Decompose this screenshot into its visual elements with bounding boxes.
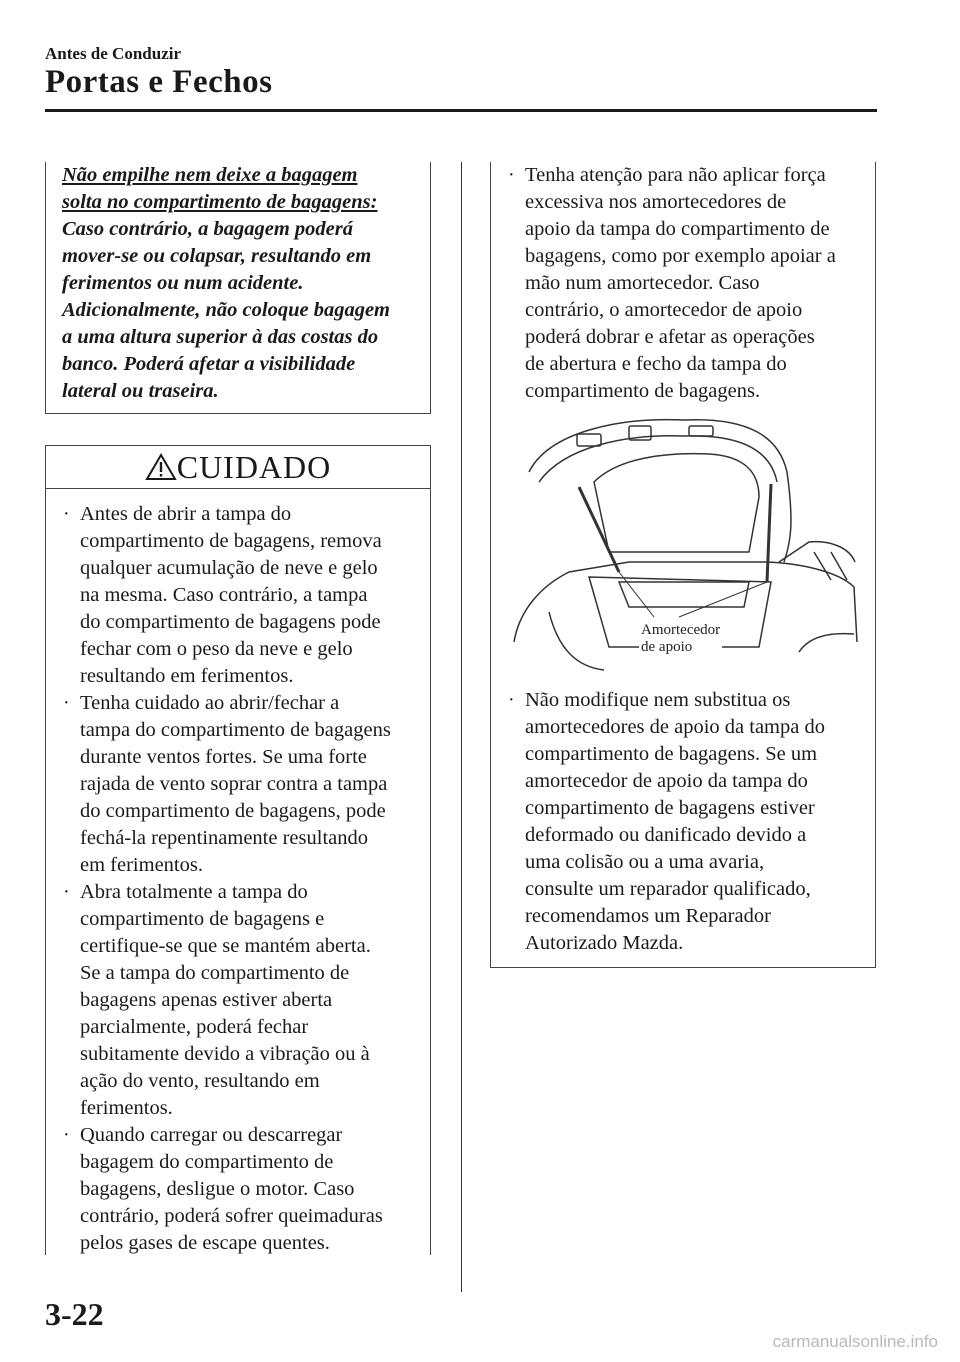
warning-text bbox=[62, 162, 426, 405]
bullet-line: poderá dobrar e afetar as operações bbox=[525, 326, 815, 348]
header-rule bbox=[45, 109, 877, 112]
bullet-line: bagagens, como por exemplo apoiar a bbox=[525, 245, 836, 267]
warning-line: Adicionalmente, não coloque bagagem bbox=[62, 299, 390, 321]
bullet-item bbox=[505, 162, 865, 405]
right-list-before-figure bbox=[505, 162, 865, 405]
warning-box bbox=[45, 162, 431, 414]
bullet-line: compartimento de bagagens estiver bbox=[525, 797, 815, 819]
bullet-line: bagagens, desligue o motor. Caso bbox=[80, 1178, 355, 1200]
bullet-line: bagagem do compartimento de bbox=[80, 1151, 334, 1173]
bullet-line: subitamente devido a vibração ou à bbox=[80, 1043, 370, 1065]
bullet-line: contrário, o amortecedor de apoio bbox=[525, 299, 803, 321]
bullet-line: qualquer acumulação de neve e gelo bbox=[80, 557, 378, 579]
bullet-line: consulte um reparador qualificado, bbox=[525, 878, 811, 900]
bullet-line: Abra totalmente a tampa do bbox=[80, 881, 308, 903]
bullet-dot: · bbox=[508, 689, 515, 711]
bullet-line: rajada de vento soprar contra a tampa bbox=[80, 773, 388, 795]
bullet-line: Autorizado Mazda. bbox=[525, 932, 684, 954]
page-title: Portas e Fechos bbox=[45, 64, 273, 100]
right-list-after-figure bbox=[505, 687, 865, 957]
caution-title: CUIDADO bbox=[176, 448, 332, 485]
bullet-line: compartimento de bagagens. Se um bbox=[525, 743, 818, 765]
bullet-line: pelos gases de escape quentes. bbox=[80, 1232, 330, 1254]
caution-box bbox=[45, 445, 431, 1255]
column-divider bbox=[461, 162, 462, 1292]
bullet-line: Tenha atenção para não aplicar força bbox=[525, 164, 826, 186]
strut-label-line: de apoio bbox=[641, 639, 693, 655]
caution-list bbox=[60, 501, 430, 1257]
page-number: 3-22 bbox=[45, 1296, 104, 1332]
bullet-line: contrário, poderá sofrer queimaduras bbox=[80, 1205, 383, 1227]
bullet-line: recomendamos um Reparador bbox=[525, 905, 771, 927]
bullet-dot: · bbox=[63, 1124, 70, 1146]
section-label: Antes de Conduzir bbox=[45, 44, 182, 63]
warning-heading-line: solta no compartimento de bagagens: bbox=[62, 191, 378, 213]
warning-line: a uma altura superior à das costas do bbox=[62, 326, 379, 348]
bullet-line: amortecedores de apoio da tampa do bbox=[525, 716, 825, 738]
bullet-line: em ferimentos. bbox=[80, 854, 203, 876]
warning-triangle-icon bbox=[145, 453, 177, 481]
bullet-line: Antes de abrir a tampa do bbox=[80, 503, 292, 525]
bullet-line: do compartimento de bagagens pode bbox=[80, 611, 381, 633]
strut-label bbox=[639, 622, 722, 656]
bullet-item bbox=[60, 1122, 430, 1257]
bullet-line: parcialmente, poderá fechar bbox=[80, 1016, 309, 1038]
bullet-line: Se a tampa do compartimento de bbox=[80, 962, 350, 984]
bullet-line: bagagens apenas estiver aberta bbox=[80, 989, 333, 1011]
bullet-line: deformado ou danificado devido a bbox=[525, 824, 807, 846]
bullet-line: fechá-la repentinamente resultando bbox=[80, 827, 368, 849]
bullet-line: amortecedor de apoio da tampa do bbox=[525, 770, 808, 792]
bullet-line: excessiva nos amortecedores de bbox=[525, 191, 787, 213]
warning-line: ferimentos ou num acidente. bbox=[62, 272, 304, 294]
bullet-line: mão num amortecedor. Caso bbox=[525, 272, 760, 294]
right-caution-box bbox=[490, 162, 876, 968]
warning-heading-line: Não empilhe nem deixe a bagagem bbox=[62, 164, 358, 186]
bullet-line: fechar com o peso da neve e gelo bbox=[80, 638, 353, 660]
bullet-line: Não modifique nem substitua os bbox=[525, 689, 791, 711]
bullet-line: do compartimento de bagagens, pode bbox=[80, 800, 386, 822]
caution-header bbox=[46, 446, 430, 489]
bullet-item bbox=[60, 879, 430, 1122]
bullet-line: certifique-se que se mantém aberta. bbox=[80, 935, 371, 957]
bullet-line: ferimentos. bbox=[80, 1097, 173, 1119]
bullet-line: de abertura e fecho da tampa do bbox=[525, 353, 787, 375]
bullet-item bbox=[60, 501, 430, 690]
watermark: carmanualsonline.info bbox=[772, 1332, 938, 1351]
bullet-line: na mesma. Caso contrário, a tampa bbox=[80, 584, 368, 606]
bullet-line: uma colisão ou a uma avaria, bbox=[525, 851, 765, 873]
bullet-dot: · bbox=[63, 692, 70, 714]
bullet-dot: · bbox=[63, 503, 70, 525]
bullet-line: compartimento de bagagens. bbox=[525, 380, 761, 402]
warning-line: banco. Poderá afetar a visibilidade bbox=[62, 353, 356, 375]
warning-line: lateral ou traseira. bbox=[62, 380, 219, 402]
bullet-line: compartimento de bagagens, remova bbox=[80, 530, 382, 552]
warning-line: mover-se ou colapsar, resultando em bbox=[62, 245, 372, 267]
bullet-item bbox=[60, 690, 430, 879]
bullet-line: ação do vento, resultando em bbox=[80, 1070, 320, 1092]
bullet-line: compartimento de bagagens e bbox=[80, 908, 325, 930]
bullet-line: Quando carregar ou descarregar bbox=[80, 1124, 343, 1146]
bullet-line: apoio da tampa do compartimento de bbox=[525, 218, 830, 240]
trunk-figure bbox=[509, 412, 859, 672]
bullet-dot: · bbox=[63, 881, 70, 903]
strut-label-line: Amortecedor bbox=[641, 622, 721, 638]
warning-line: Caso contrário, a bagagem poderá bbox=[62, 218, 353, 240]
bullet-dot: · bbox=[508, 164, 515, 186]
bullet-line: durante ventos fortes. Se uma forte bbox=[80, 746, 367, 768]
bullet-item bbox=[505, 687, 865, 957]
bullet-line: tampa do compartimento de bagagens bbox=[80, 719, 391, 741]
bullet-line: Tenha cuidado ao abrir/fechar a bbox=[80, 692, 340, 714]
bullet-line: resultando em ferimentos. bbox=[80, 665, 294, 687]
